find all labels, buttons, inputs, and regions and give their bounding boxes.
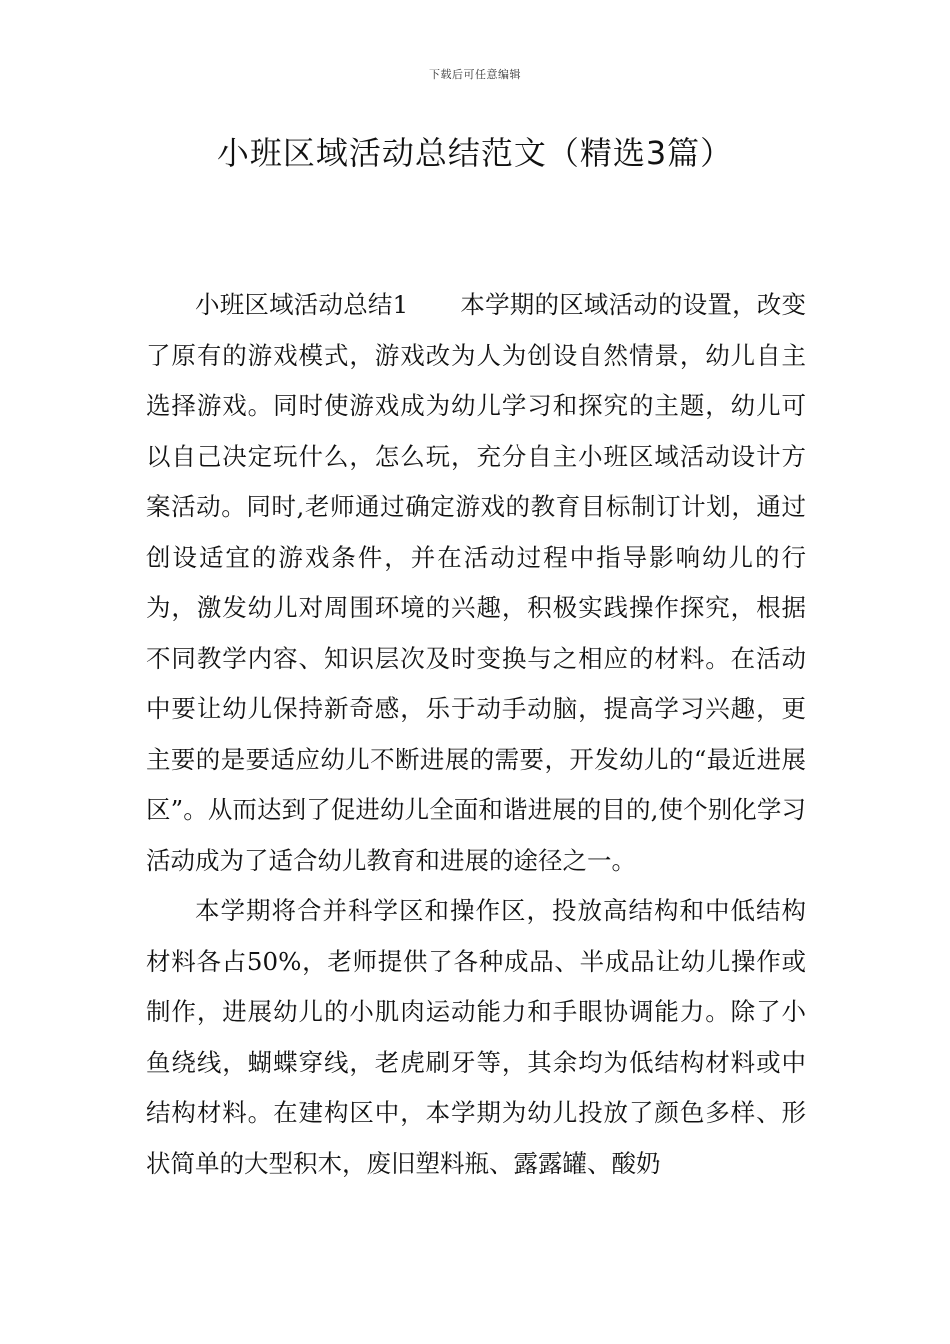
paragraph-2	[146, 886, 806, 1189]
header-note: 下载后可任意编辑	[429, 68, 521, 81]
paragraph-1-text: 本学期的区域活动的设置，改变了原有的游戏模式，游戏改为人为创设自然情景，幼儿自主选择游戏。同时使游戏成为幼儿学习和探究的主题，幼儿可以自己决定玩什么，怎么玩，充分自主小班区域活动设计方案活动。同时,老师通过确定游戏的教育目标制订计划，通过创设适宜的游戏条件，并在活动过程中指导影响幼儿的行为，激发幼儿对周围环境的兴趣，积极实践操作探究，根据不同教学内容、知识层次及时变换与之相应的材料。在活动中要让幼儿保持新奇感，乐于动手动脑，提高学习兴趣，更主要的是要适应幼儿不断进展的需要，开发幼儿的“最近进展区”。从而达到了促进幼儿全面和谐进展的目的,使个别化学习活动成为了适合幼儿教育和进展的途径之一。	[146, 290, 807, 875]
paragraph-1	[146, 280, 806, 886]
document-title: 小班区域活动总结范文（精选3篇）	[216, 134, 734, 172]
document-body	[146, 280, 806, 1189]
section-heading: 小班区域活动总结1	[195, 290, 409, 319]
paragraph-2-text: 本学期将合并科学区和操作区，投放高结构和中低结构材料各占50%，老师提供了各种成品、半成品让幼儿操作或制作，进展幼儿的小肌肉运动能力和手眼协调能力。除了小鱼绕线，蝴蝶穿线，老虎刷牙等，其余均为低结构材料或中结构材料。在建构区中，本学期为幼儿投放了颜色多样、形状简单的大型积木，废旧塑料瓶、露露罐、酸奶	[146, 896, 806, 1178]
